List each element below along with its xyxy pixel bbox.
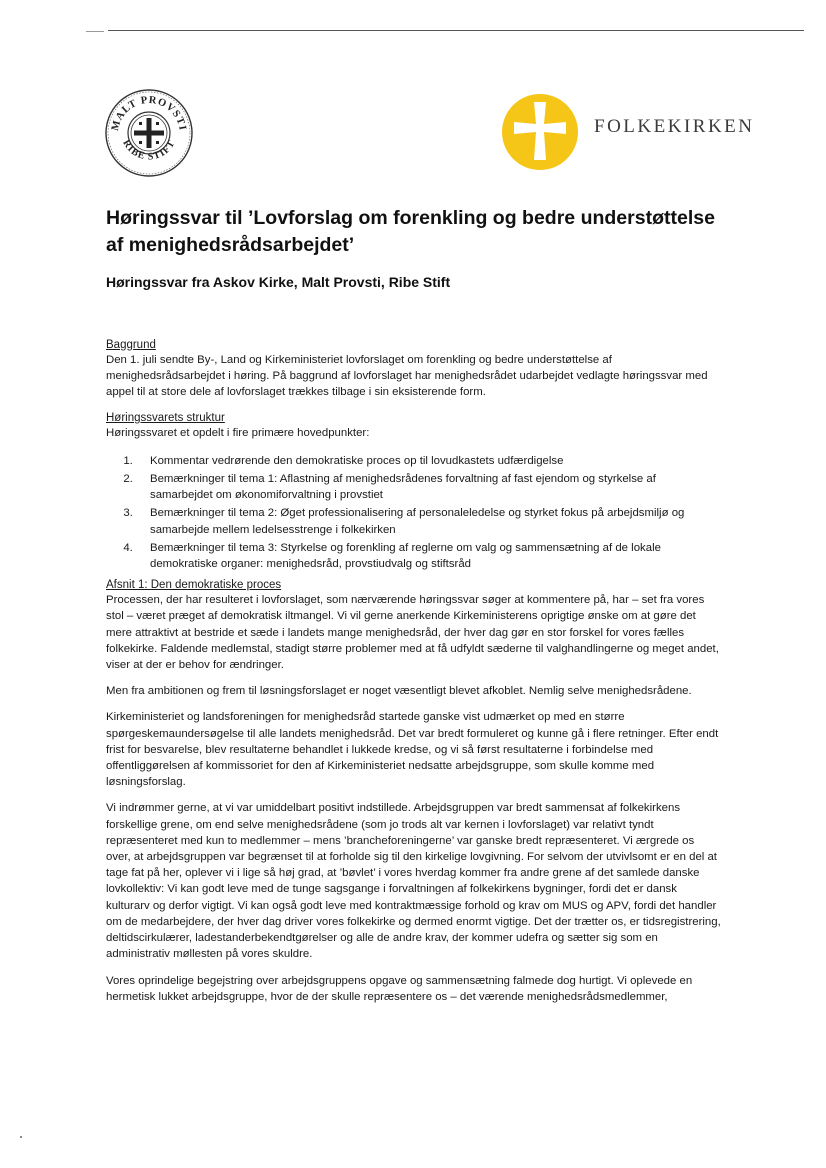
- background-paragraph: Den 1. juli sendte By-, Land og Kirkeministeriet lovforslaget om forenkling og bedre understøttelse af menighedsrådsarbejdet i høring. På baggrund af lovforslaget har menighedsrådet udarbejdet vedlagte høringssvar med appel til at store dele af lovforslaget trækkes tilbage i sin eksisterende form.: [106, 354, 708, 399]
- section1-paragraph: Kirkeministeriet og landsforeningen for menighedsråd startede ganske vist udmærket op med en større spørgeskemaundersøgelse til alle landets menighedsråd. Det var bredt formuleret og kunne gå i flere retninger. Efter endt frist for besvarelse, blev resultaterne behandlet i lukkede kredse, og vi så først resultaterne i forbindelse med offentliggørelsen af kommissoriet for den af Kirkeministeriet nedsatte arbejdsgruppe, som skulle komme med løsningsforslag.: [106, 711, 719, 789]
- structure-intro: Høringssvaret et opdelt i fire primære hovedpunkter:: [106, 426, 370, 439]
- seal-bottom-text: RIBE STIFT: [120, 138, 178, 163]
- seal-top-text: MALT PROVSTI: [109, 94, 188, 132]
- list-item: 3. Bemærkninger til tema 2: Øget professionalisering af personaleledelse og styrket fokus på arbejdsmiljø og samarbejde mellem ledelsesstrenge i folkekirken: [136, 505, 721, 537]
- scan-speck: [20, 1136, 22, 1138]
- section1-paragraph: Men fra ambitionen og frem til løsningsforslaget er noget væsentligt blevet afkoblet. Nemlig selve menighedsrådene.: [106, 685, 692, 698]
- document-title: Høringssvar til ’Lovforslag om forenkling og bedre understøttelse af menighedsrådsarbejdet’: [106, 207, 715, 256]
- folkekirken-cross-icon: [500, 92, 580, 172]
- section1-paragraph: Vores oprindelige begejstring over arbejdsgruppens opgave og sammensætning falmede dog hurtigt. Vi oplevede en hermetisk lukket arbejdsgruppe, hvor de der skulle repræsentere os – det værende menighedsrådsmedlemmer,: [106, 974, 693, 1003]
- list-item: 4. Bemærkninger til tema 3: Styrkelse og forenkling af reglerne om valg og sammensætning af de lokale demokratiske organer: menighedsråd, provstiudvalg og stiftsråd: [136, 540, 721, 572]
- scan-artifact: [86, 31, 104, 32]
- malt-provsti-seal: [104, 88, 194, 178]
- folkekirken-logo: [500, 92, 580, 172]
- structure-heading: Høringssvarets struktur: [106, 411, 225, 424]
- section1-paragraph: Processen, der har resulteret i lovforslaget, som nærværende høringssvar søger at kommentere på, har – set fra vores stol – været præget af demokratisk iltmangel. Vi vil gerne anerkende Kirkeministerens oprigtige ønske om at gøre det mere attraktivt at bestride et sæde i landets mange menighedsråd, der hver dag gør en stor forskel for vores fælles folkekirke. Faldende medlemstal, stadigt større problemer med at få udfyldt sæderne til valghandlingerne og meget andet, viser at der er behov for ændringer.: [106, 594, 719, 672]
- section1-heading: Afsnit 1: Den demokratiske proces: [106, 579, 282, 592]
- section1-paragraph: Vi indrømmer gerne, at vi var umiddelbart positivt indstillede. Arbejdsgruppen var bredt sammensat af folkekirkens forskellige grene, om end selve menighedsrådene (som jo trods alt var kernen i lovforslaget) var relativt tyndt repræsenteret med kun to medlemmer – mens ’brancheforeningerne’ var ganske bredt repræsenteret. Vi ærgrede os over, at arbejdsgruppen var begrænset til at forholde sig til den kirkelige lovgivning. For selvom der utvivlsomt er en del at tage fat på her, oplever vi i lige så høj grad, at ’bøvlet’ i vores hverdag kommer fra andre grene af det samlede danske lovkollektiv: Vi kan godt leve med de tunge sagsgange i forvaltningen af folkekirkens bygninger, fordi det er dansk kulturarv og derfor vigtigt. Vi kan også godt leve med kontraktmæssige forhold og krav om MUS og APV, fordi det handler om de medarbejdere, der hver dag driver vores folkekirke og dermed enormt vigtige. Det der trætter os, er tidsregistrering, deltidscirkulærer, ladestanderbekendtgørelser og alle de andre krav, der kommer udefra og sætter sig som en administrativ møllesten på vores skuldre.: [106, 802, 721, 961]
- list-item: 2. Bemærkninger til tema 1: Aflastning af menighedsrådenes forvaltning af fast ejendom og styrkelse af samarbejdet om økonomiforvaltning i provstiet: [136, 471, 721, 503]
- list-item: 1. Kommentar vedrørende den demokratiske proces op til lovudkastets udfærdigelse: [136, 453, 721, 469]
- document-subtitle: Høringssvar fra Askov Kirke, Malt Provsti, Ribe Stift: [106, 274, 451, 290]
- scan-edge-line: [108, 30, 804, 31]
- folkekirken-wordmark: FOLKEKIRKEN: [594, 116, 755, 137]
- document-body: [106, 205, 721, 1005]
- cross-seal-icon: [104, 88, 194, 178]
- main-points-list: [106, 453, 721, 572]
- background-heading: Baggrund: [106, 339, 156, 351]
